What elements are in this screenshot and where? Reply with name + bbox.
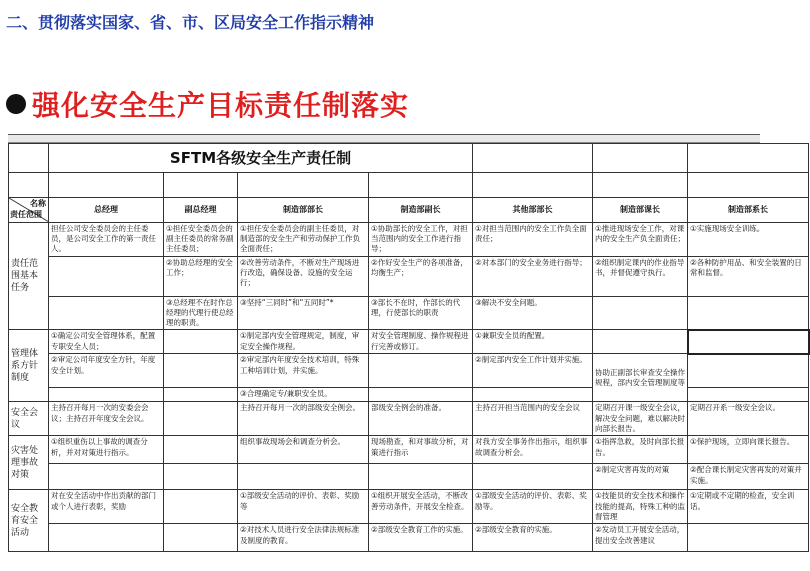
table-cell bbox=[473, 464, 593, 490]
table-cell bbox=[688, 388, 809, 402]
table-cell bbox=[164, 464, 238, 490]
table-cell: ①确定公司安全管理体系，配置专职安全人员； bbox=[49, 330, 164, 354]
table-cell: ③部长不在时，作部长的代理，行使部长的职责 bbox=[369, 297, 473, 330]
table-cell: 定期召开课一级安全会议，解决安全问题，难以解决时向部长报告。 bbox=[593, 402, 688, 436]
table-cell: ②协助总经理的安全工作； bbox=[164, 257, 238, 297]
title-row-cell bbox=[593, 144, 688, 173]
table-cell: 组织事故现场会和调查分析会。 bbox=[238, 436, 369, 464]
table-cell: ①推进现场安全工作，对课内的安全生产负全面责任； bbox=[593, 223, 688, 257]
table-cell: 对在安全活动中作出贡献的部门或个人进行表彰，奖励 bbox=[49, 490, 164, 524]
table-cell: ①部级安全活动的评价、表彰、奖励等。 bbox=[473, 490, 593, 524]
bullet-title-text: 强化安全生产目标责任制落实 bbox=[32, 89, 410, 122]
table-cell: ③合理确定专/兼职安全员。 bbox=[238, 388, 369, 402]
row-label-education: 安全教育安全活动 bbox=[9, 490, 49, 552]
table-cell: ①协助部长的安全工作，对担当范围内的安全工作进行指导； bbox=[369, 223, 473, 257]
row-label-meeting: 安全会议 bbox=[9, 402, 49, 436]
table-cell bbox=[369, 464, 473, 490]
table-cell: 对安全管理制度、操作规程进行完善或修订。 bbox=[369, 330, 473, 354]
table-cell bbox=[369, 354, 473, 388]
header-cell: 总经理 bbox=[49, 198, 164, 223]
table-cell bbox=[688, 297, 809, 330]
corner-top-label: 名称 bbox=[30, 199, 46, 208]
blank-cell bbox=[593, 173, 688, 198]
corner-bottom-label: 责任范围 bbox=[10, 210, 42, 220]
table-cell: ①组织开展安全活动，不断改善劳动条件，开展安全检查。 bbox=[369, 490, 473, 524]
table-cell: ②审定公司年度安全方针，年度安全计划。 bbox=[49, 354, 164, 388]
selected-cell[interactable] bbox=[688, 330, 809, 354]
table-cell: ②组织制定课内的作业指导书，并督促遵守执行。 bbox=[593, 257, 688, 297]
row-label-disaster: 灾害处理事故对策 bbox=[9, 436, 49, 490]
table-cell: ①保护现场，立即向课长报告。 bbox=[688, 436, 809, 464]
table-cell: ②制定部内安全工作计划并实施。 bbox=[473, 354, 593, 388]
table-cell: ②改善劳动条件，不断对生产现场进行改造，确保设备、设施的安全运行； bbox=[238, 257, 369, 297]
row-label-scope: 责任范围基本任务 bbox=[9, 223, 49, 330]
table-cell: ①实施现场安全训练。 bbox=[688, 223, 809, 257]
table-cell: ②各种防护用品、和安全装置的日常和监督。 bbox=[688, 257, 809, 297]
blank-cell bbox=[164, 173, 238, 198]
table-cell bbox=[369, 388, 473, 402]
table-cell bbox=[238, 464, 369, 490]
table-cell bbox=[49, 464, 164, 490]
table-cell bbox=[49, 388, 164, 402]
table-cell: 对我方安全事务作出指示，组织事故调查分析会。 bbox=[473, 436, 593, 464]
table-cell: ②发动员工开展安全活动，提出安全改善建议 bbox=[593, 524, 688, 552]
table-cell: ②审定部内年度安全技术培训，特殊工种培训计划，并实施。 bbox=[238, 354, 369, 388]
table-cell bbox=[688, 354, 809, 388]
table-cell: 协助正副部长审查安全操作规程，部内安全管理制度等 bbox=[593, 354, 688, 402]
table-cell bbox=[164, 524, 238, 552]
table-cell: ②对本部门的安全业务进行指导； bbox=[473, 257, 593, 297]
sheet-title: SFTM各级安全生产责任制 bbox=[49, 144, 473, 173]
table-cell: ③总经理不在时作总经理的代理行使总经理的职责。 bbox=[164, 297, 238, 330]
header-cell: 制造部副长 bbox=[369, 198, 473, 223]
table-cell: ①担任安全委员会的副主任委员，对制造部的安全生产和劳动保护工作负全面责任； bbox=[238, 223, 369, 257]
blank-cell bbox=[49, 173, 164, 198]
table-cell: ①指挥急救，及时向部长报告。 bbox=[593, 436, 688, 464]
table-cell: ②对技术人员进行安全法律法规标准及制度的教育。 bbox=[238, 524, 369, 552]
table-cell: ①制定部内安全管理规定，制度，审定安全操作规程。 bbox=[238, 330, 369, 354]
title-row-left bbox=[9, 144, 49, 173]
table-cell bbox=[164, 490, 238, 524]
table-cell bbox=[164, 436, 238, 464]
table-cell: 现场勘查，和对事故分析，对策进行指示 bbox=[369, 436, 473, 464]
blank-cell bbox=[688, 173, 809, 198]
responsibility-table bbox=[8, 143, 810, 552]
table-cell bbox=[49, 297, 164, 330]
title-row-cell bbox=[688, 144, 809, 173]
table-cell bbox=[164, 330, 238, 354]
table-cell: ①组织重伤以上事故的调查分析，并对对策进行指示。 bbox=[49, 436, 164, 464]
header-cell: 副总经理 bbox=[164, 198, 238, 223]
table-cell bbox=[49, 257, 164, 297]
table-cell: 主持召开担当范围内的安全会议 bbox=[473, 402, 593, 436]
table-cell bbox=[473, 388, 593, 402]
table-cell: 主持召开每月一次的安委会会议；主持召开年度安全会议。 bbox=[49, 402, 164, 436]
column-header-bar bbox=[8, 135, 760, 143]
table-cell: ②部级安全教育的实施。 bbox=[473, 524, 593, 552]
table-cell bbox=[593, 330, 688, 354]
table-cell: ①部级安全活动的评价、表彰、奖励等 bbox=[238, 490, 369, 524]
header-cell: 制造部课长 bbox=[593, 198, 688, 223]
section-heading: 二、贯彻落实国家、省、市、区局安全工作指示精神 bbox=[6, 13, 375, 32]
header-cell: 制造部系长 bbox=[688, 198, 809, 223]
table-cell: 主持召开每月一次的部级安全例会。 bbox=[238, 402, 369, 436]
table-cell bbox=[49, 524, 164, 552]
table-cell: ②配合课长制定灾害再发的对策并实施。 bbox=[688, 464, 809, 490]
table-cell bbox=[593, 297, 688, 330]
table-cell: ②部级安全教育工作的实施。 bbox=[369, 524, 473, 552]
table-cell bbox=[688, 524, 809, 552]
header-cell: 其他部部长 bbox=[473, 198, 593, 223]
blank-cell bbox=[369, 173, 473, 198]
title-row-cell bbox=[473, 144, 593, 173]
table-cell: ③解决不安全问题。 bbox=[473, 297, 593, 330]
table-cell: ①定期或不定期的检查，安全训话。 bbox=[688, 490, 809, 524]
table-cell: ①兼职安全员的配置。 bbox=[473, 330, 593, 354]
table-cell bbox=[164, 402, 238, 436]
table-cell: ①对担当范围内的安全工作负全面责任； bbox=[473, 223, 593, 257]
table-cell: ②制定灾害再发的对策 bbox=[593, 464, 688, 490]
table-cell: ③坚持“三同时”和“五同时”* bbox=[238, 297, 369, 330]
spreadsheet bbox=[8, 134, 802, 571]
table-cell bbox=[164, 388, 238, 402]
bullet-title bbox=[6, 84, 409, 124]
table-cell bbox=[164, 354, 238, 388]
table-cell: ②作好安全生产的各项准备，均衡生产； bbox=[369, 257, 473, 297]
table-cell: ①担任安全委员会的副主任委员的常务副主任委员； bbox=[164, 223, 238, 257]
table-cell: 担任公司安全委员会的主任委员，是公司安全工作的第一责任人。 bbox=[49, 223, 164, 257]
table-cell: ①技能员的安全技术和操作技能的提高，特殊工种的监督管理 bbox=[593, 490, 688, 524]
row-label-management: 管理体系方针制度 bbox=[9, 330, 49, 402]
table-cell: 部级安全例会的准备。 bbox=[369, 402, 473, 436]
corner-header bbox=[9, 198, 49, 223]
blank-cell bbox=[473, 173, 593, 198]
table-cell: 定期召开系一级安全会议。 bbox=[688, 402, 809, 436]
header-cell: 制造部部长 bbox=[238, 198, 369, 223]
blank-cell bbox=[238, 173, 369, 198]
blank-cell bbox=[9, 173, 49, 198]
bullet-dot-icon bbox=[6, 94, 26, 114]
